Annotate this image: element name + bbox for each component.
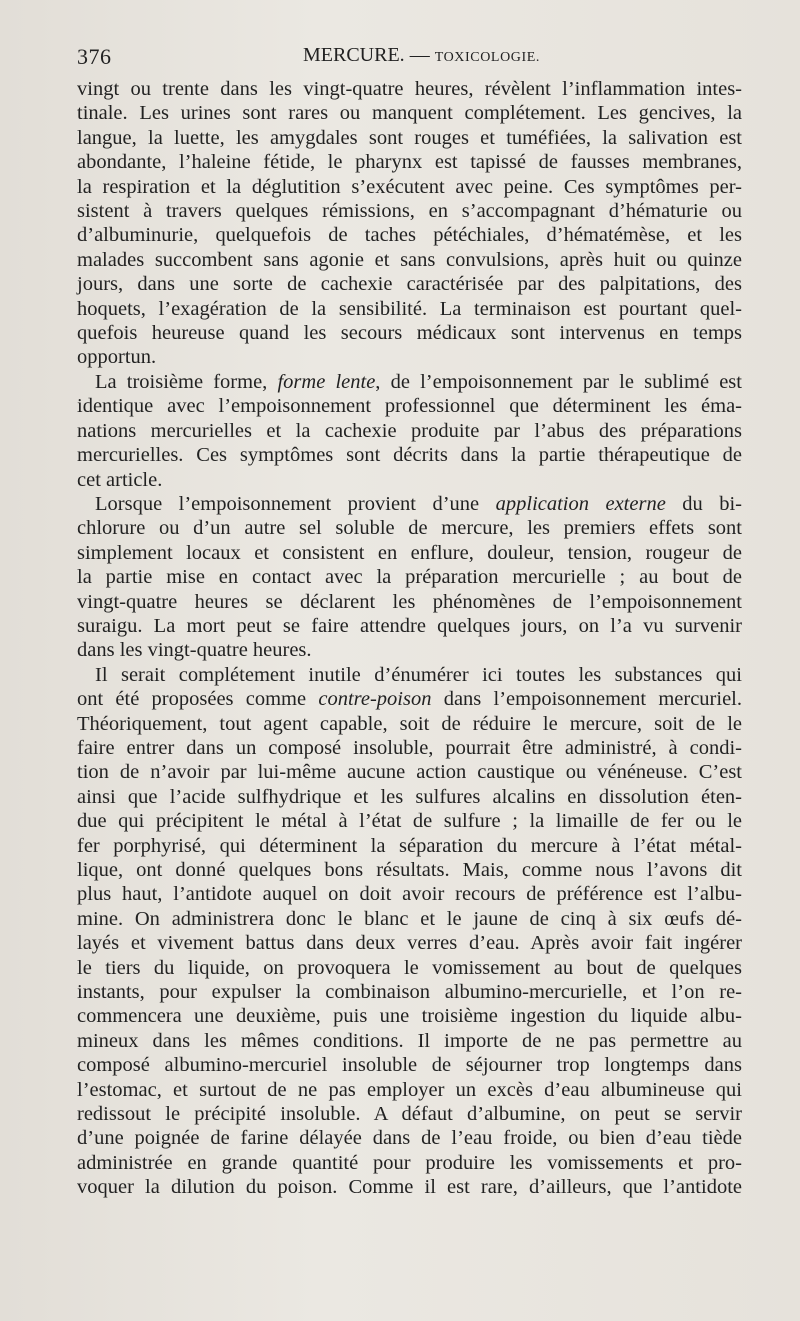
text-line: opportun. (77, 346, 157, 369)
text-line: faire entrer dans un composé insoluble, pourrait être administré, à condi- (77, 736, 742, 759)
text-line: nations mercurielles et la cachexie produite par l’abus des préparations (77, 419, 742, 442)
text-line: tinale. Les urines sont rares ou manquent complétement. Les gencives, la (77, 102, 742, 125)
text-line: dans les vingt-quatre heures. (77, 639, 312, 662)
text-run: , de l’empoisonnement par le sublimé est (375, 370, 742, 393)
text-line: malades succombent sans agonie et sans convulsions, après huit ou quinze (77, 248, 742, 271)
text-line: administrée en grande quantité pour produire les vomissements et pro- (77, 1151, 742, 1174)
text-line: chlorure ou d’un autre sel soluble de mercure, les premiers effets sont (77, 517, 742, 540)
text-line: le tiers du liquide, on provoquera le vomissement au bout de quelques (77, 956, 742, 979)
text-line: tion de n’avoir par lui-même aucune action caustique ou vénéneuse. C’est (77, 761, 742, 784)
text-run: Il serait complétement inutile d’énumérer ici toutes les substances qui (95, 663, 742, 686)
page-number: 376 (77, 44, 112, 69)
text-line: la partie mise en contact avec la préparation mercurielle ; au bout de (77, 566, 742, 589)
running-head-title: MERCURE. (303, 44, 405, 66)
text-line: d’albuminurie, quelquefois de taches pétéchiales, d’hématémèse, et les (77, 224, 742, 247)
text-line: d’une poignée de farine délayée dans de l’eau froide, ou bien d’eau tiède (77, 1127, 742, 1150)
paragraph-3 (77, 492, 742, 663)
text-line (77, 370, 742, 394)
text-line (77, 492, 742, 516)
italic-term: contre-poison (318, 688, 432, 711)
text-line: mine. On administrera donc le blanc et le jaune de cinq à six œufs dé- (77, 907, 742, 930)
text-run: du bi- (665, 492, 743, 515)
text-line (77, 687, 742, 711)
text-run: Lorsque l’empoisonnement provient d’une (95, 492, 496, 515)
text-line: cet article. (77, 468, 163, 491)
running-head-subtitle: TOXICOLOGIE. (434, 50, 541, 65)
paragraph-4 (77, 663, 742, 1200)
text-line: simplement locaux et consistent en enflure, douleur, tension, rougeur de (77, 541, 742, 564)
text-line: voquer la dilution du poison. Comme il est rare, d’ailleurs, que l’antidote (77, 1176, 742, 1199)
text-line: commencera une deuxième, puis une troisième ingestion du liquide albu- (77, 1005, 742, 1028)
text-line: ainsi que l’acide sulfhydrique et les sulfures alcalins en dissolution éten- (77, 785, 742, 808)
text-run: La troisième forme, (95, 370, 278, 393)
text-line: vingt ou trente dans les vingt-quatre heures, révèlent l’inflammation intes- (77, 78, 742, 100)
page-header (77, 44, 742, 74)
text-line: hoquets, l’exagération de la sensibilité. La terminaison est pourtant quel- (77, 297, 742, 320)
text-line: Théoriquement, tout agent capable, soit de réduire le mercure, soit de le (77, 712, 742, 735)
running-head-separator: — (409, 44, 430, 66)
text-line: mineux dans les mêmes conditions. Il importe de ne pas permettre au (77, 1029, 742, 1052)
text-line: jours, dans une sorte de cachexie caractérisée par des palpitations, des (77, 273, 742, 296)
text-line: quefois heureuse quand les secours médicaux sont intervenus en temps (77, 322, 742, 345)
italic-term: forme lente (277, 370, 376, 393)
text-line: sistent à travers quelques rémissions, en s’accompagnant d’hématurie ou (77, 200, 742, 223)
text-line: redissout le précipité insoluble. A défaut d’albumine, on peut se servir (77, 1103, 742, 1126)
text-line: lique, ont donné quelques bons résultats. Mais, comme nous l’avons dit (77, 859, 742, 881)
running-head (303, 44, 540, 67)
text-line: langue, la luette, les amygdales sont rouges et tuméfiées, la salivation est (77, 126, 742, 149)
italic-term: application externe (495, 492, 666, 515)
text-line: composé albumino-mercuriel insoluble de séjourner trop longtemps dans (77, 1054, 742, 1077)
paragraph-1 (77, 77, 742, 370)
text-line: layés et vivement battus dans deux verres d’eau. Après avoir fait ingérer (77, 932, 742, 955)
text-line: due qui précipitent le métal à l’état de sulfure ; la limaille de fer ou le (77, 810, 742, 833)
text-line: abondante, l’haleine fétide, le pharynx est tapissé de fausses membranes, (77, 151, 742, 174)
text-line: mercurielles. Ces symptômes sont décrits dans la partie thérapeutique de (77, 444, 742, 467)
text-line: suraigu. La mort peut se faire attendre quelques jours, on l’a vu survenir (77, 614, 742, 637)
text-line (77, 663, 742, 687)
text-line: vingt-quatre heures se déclarent les phénomènes de l’empoisonnement (77, 590, 742, 613)
text-line: la respiration et la déglutition s’exécutent avec peine. Ces symptômes per- (77, 175, 742, 198)
text-line: plus haut, l’antidote auquel on doit avoir recours de préférence est l’albu- (77, 883, 742, 906)
body-text (77, 77, 742, 1200)
paragraph-2 (77, 370, 742, 492)
text-line: l’estomac, et surtout de ne pas employer un excès d’eau albumineuse qui (77, 1078, 742, 1101)
text-run: dans l’empoisonnement mercuriel. (431, 688, 742, 711)
text-run: ont été proposées comme (77, 688, 319, 711)
text-line: instants, pour expulser la combinaison albumino-mercurielle, et l’on re- (77, 981, 742, 1004)
text-line: fer porphyrisé, qui déterminent la séparation du mercure à l’état métal- (77, 834, 742, 857)
text-line: identique avec l’empoisonnement professionnel que déterminent les éma- (77, 395, 742, 418)
